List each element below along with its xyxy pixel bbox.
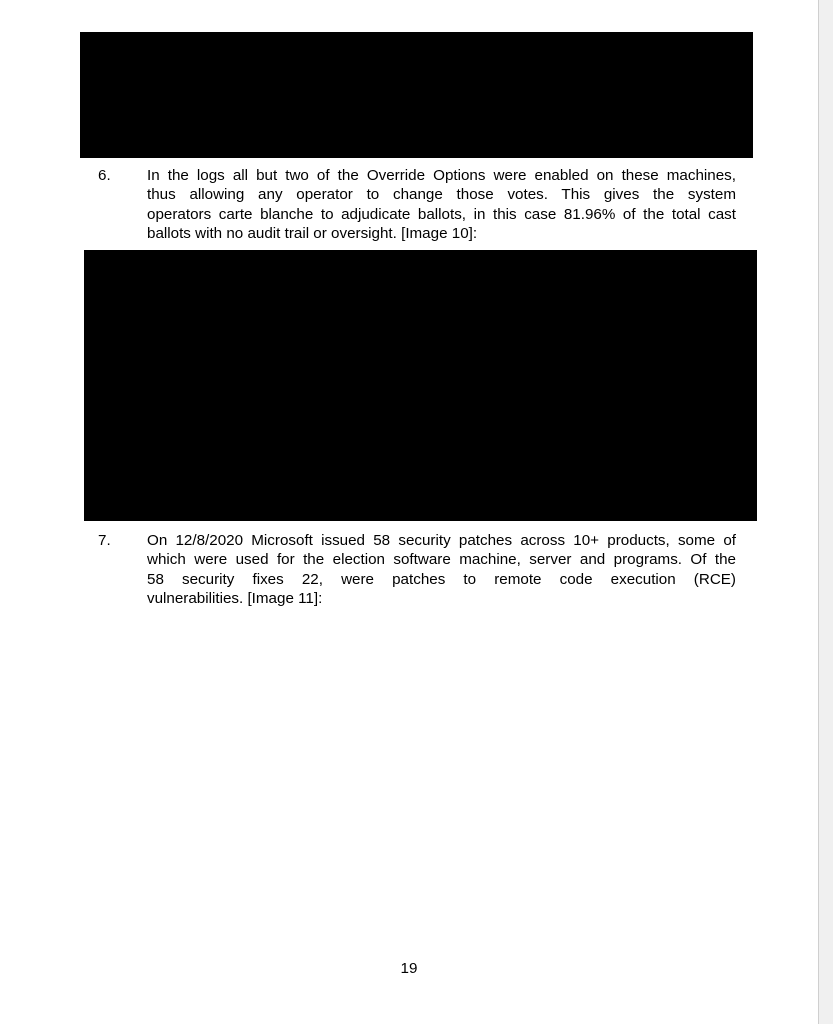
paragraph-number: 6. <box>98 167 111 184</box>
text-line: In the logs all but two of the Override Options were enabled on these machines, <box>147 167 736 184</box>
text-line: On 12/8/2020 Microsoft issued 58 security patches across 10+ products, some of <box>147 532 736 549</box>
vertical-scrollbar[interactable] <box>818 0 833 1024</box>
text-line: thus allowing any operator to change those votes. This gives the system <box>147 186 736 204</box>
paragraph-text <box>147 531 736 608</box>
text-line: which were used for the election software machine, server and programs. Of the <box>147 551 736 569</box>
text-line: 58 security fixes 22, were patches to remote code execution (RCE) <box>147 570 736 588</box>
paragraph-number: 7. <box>98 532 111 549</box>
text-line: ballots with no audit trail or oversight. [Image 10]: <box>147 224 478 242</box>
paragraph-text <box>147 166 736 243</box>
page-number: 19 <box>400 960 418 977</box>
paragraph-6 <box>98 166 738 243</box>
text-line: operators carte blanche to adjudicate ballots, in this case 81.96% of the total cast <box>147 205 736 223</box>
redacted-image-10 <box>84 250 757 521</box>
paragraph-7 <box>98 531 738 608</box>
redacted-image-block <box>80 32 753 158</box>
text-line: vulnerabilities. [Image 11]: <box>147 589 323 607</box>
